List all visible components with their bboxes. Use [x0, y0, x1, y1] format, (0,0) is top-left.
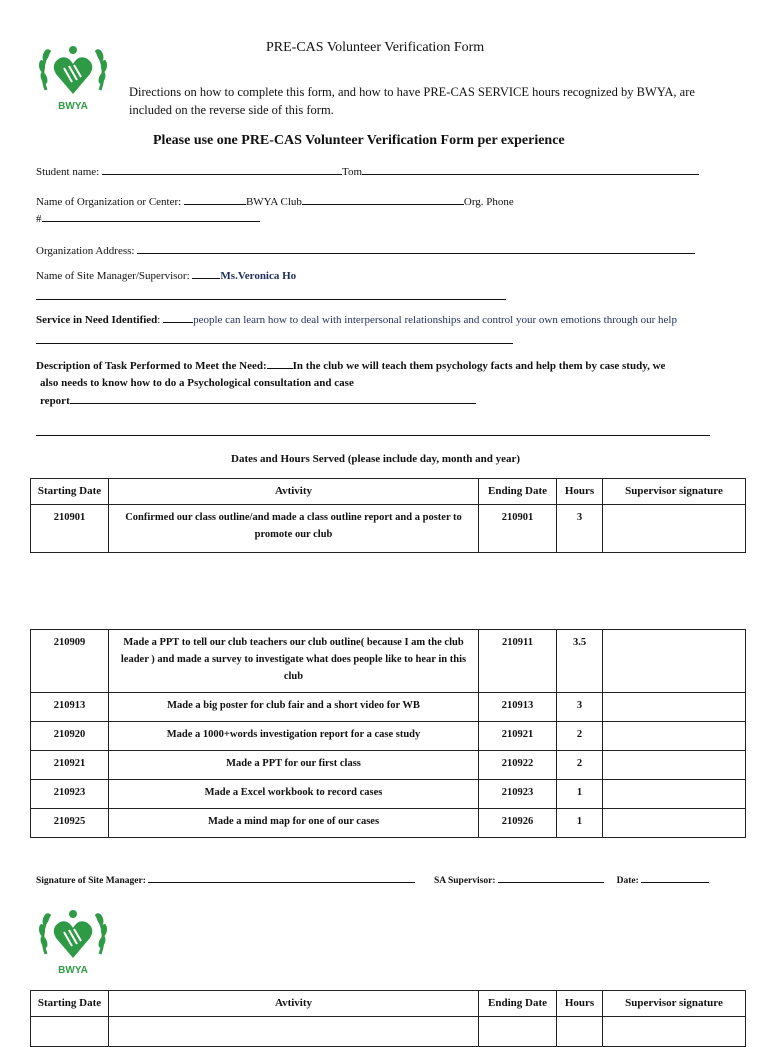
task-line	[36, 435, 710, 436]
table-header-row	[31, 991, 746, 1017]
table-row	[31, 505, 746, 553]
header-activity: Avtivity	[109, 479, 479, 505]
cell-signature[interactable]	[603, 1017, 746, 1047]
log-caption: Dates and Hours Served (please include day, month and year)	[231, 453, 521, 465]
org-row	[36, 196, 514, 208]
site-manager-label: Name of Site Manager/Supervisor:	[36, 270, 190, 282]
student-name-row	[36, 166, 699, 178]
phone-row	[36, 213, 260, 225]
service-value[interactable]: people can learn how to deal with interpersonal relationships and control your own emotions through our help	[193, 314, 677, 326]
cell-end[interactable]: 210922	[479, 751, 557, 780]
cell-activity[interactable]: Made a 1000+words investigation report for a case study	[109, 722, 479, 751]
cell-start[interactable]: 210913	[31, 693, 109, 722]
task-line3-row	[40, 395, 476, 407]
table-row	[31, 693, 746, 722]
cell-signature[interactable]	[603, 809, 746, 838]
table-row	[31, 630, 746, 693]
phone-hash: #	[36, 213, 42, 225]
sa-supervisor-label: SA Supervisor:	[433, 876, 496, 886]
table-row	[31, 809, 746, 838]
cell-end[interactable]: 210921	[479, 722, 557, 751]
cell-signature[interactable]	[603, 505, 746, 553]
form-title: PRE-CAS Volunteer Verification Form	[266, 40, 485, 55]
cell-hours[interactable]: 2	[557, 722, 603, 751]
cell-activity[interactable]: Confirmed our class outline/and made a class outline report and a poster to promote our club	[109, 505, 479, 553]
cell-activity[interactable]: Made a PPT for our first class	[109, 751, 479, 780]
bwya-logo	[36, 38, 110, 112]
task-value-line2[interactable]: also needs to know how to do a Psychological consultation and case	[40, 377, 354, 389]
student-name-value[interactable]: Tom	[342, 166, 363, 178]
cell-signature[interactable]	[603, 751, 746, 780]
task-value-line1[interactable]: In the club we will teach them psychology facts and help them by case study, we	[292, 360, 666, 372]
header-supervisor-signature: Supervisor signature	[603, 479, 746, 505]
table-row	[31, 751, 746, 780]
cell-start[interactable]: 210925	[31, 809, 109, 838]
cell-end[interactable]: 210923	[479, 780, 557, 809]
hours-table-3	[30, 990, 746, 1047]
task-label: Description of Task Performed to Meet the Need:	[36, 360, 267, 372]
cell-start[interactable]: 210921	[31, 751, 109, 780]
signature-row	[36, 876, 709, 886]
table-row	[31, 722, 746, 751]
logo-text: BWYA	[58, 965, 88, 976]
cell-hours[interactable]: 3	[557, 693, 603, 722]
header-ending-date: Ending Date	[479, 479, 557, 505]
cell-end[interactable]: 210926	[479, 809, 557, 838]
cell-hours[interactable]: 1	[557, 780, 603, 809]
cell-activity[interactable]: Made a big poster for club fair and a short video for WB	[109, 693, 479, 722]
directions-text: Directions on how to complete this form, and how to have PRE-CAS SERVICE hours recognized by BWYA, are included on the reverse side of this form.	[129, 85, 695, 117]
task-row	[36, 360, 665, 372]
cell-signature[interactable]	[603, 630, 746, 693]
table-header-row	[31, 479, 746, 505]
cell-activity[interactable]: Made a Excel workbook to record cases	[109, 780, 479, 809]
cell-activity[interactable]	[109, 1017, 479, 1047]
table-row	[31, 1017, 746, 1047]
cell-hours[interactable]: 3.5	[557, 630, 603, 693]
cell-activity[interactable]: Made a PPT to tell our club teachers our club outline( because I am the club leader ) and made a survey to investigate what does people like to hear in this club	[109, 630, 479, 693]
task-value-line3[interactable]: report	[40, 395, 70, 407]
site-manager-row	[36, 270, 296, 282]
service-label: Service in Need Identified	[36, 314, 158, 326]
cell-signature[interactable]	[603, 693, 746, 722]
hours-table-2	[30, 629, 746, 838]
org-label: Name of Organization or Center:	[36, 196, 182, 208]
cell-start[interactable]: 210909	[31, 630, 109, 693]
header-ending-date: Ending Date	[479, 991, 557, 1017]
cell-hours[interactable]: 1	[557, 809, 603, 838]
cell-end[interactable]: 210901	[479, 505, 557, 553]
date-label: Date:	[616, 876, 639, 886]
address-row	[36, 245, 695, 257]
header-starting-date: Starting Date	[31, 991, 109, 1017]
org-value[interactable]: BWYA Club	[245, 196, 302, 208]
cell-signature[interactable]	[603, 780, 746, 809]
student-name-label: Student name:	[36, 166, 100, 178]
cell-hours[interactable]: 2	[557, 751, 603, 780]
site-manager-signature-label: Signature of Site Manager:	[36, 876, 146, 886]
bwya-logo	[36, 902, 110, 976]
header-starting-date: Starting Date	[31, 479, 109, 505]
cell-start[interactable]: 210920	[31, 722, 109, 751]
cell-activity[interactable]: Made a mind map for one of our cases	[109, 809, 479, 838]
form-subtitle: Please use one PRE-CAS Volunteer Verification Form per experience	[153, 133, 565, 148]
header-activity: Avtivity	[109, 991, 479, 1017]
hours-table-1	[30, 478, 746, 553]
cell-end[interactable]: 210911	[479, 630, 557, 693]
service-line	[36, 343, 513, 344]
cell-hours[interactable]	[557, 1017, 603, 1047]
cell-hours[interactable]: 3	[557, 505, 603, 553]
org-phone-label: Org. Phone	[463, 196, 514, 208]
table-row	[31, 780, 746, 809]
cell-signature[interactable]	[603, 722, 746, 751]
service-row: Service in Need Identified: people can learn how to deal with interpersonal relationships and control your own emotions through our help	[36, 314, 677, 326]
header-hours: Hours	[557, 991, 603, 1017]
cell-end[interactable]	[479, 1017, 557, 1047]
cell-start[interactable]: 210901	[31, 505, 109, 553]
cell-start[interactable]: 210923	[31, 780, 109, 809]
site-manager-value[interactable]: Ms.Veronica Ho	[220, 270, 297, 282]
org-address-label: Organization Address:	[36, 245, 135, 257]
header-hours: Hours	[557, 479, 603, 505]
logo-text: BWYA	[58, 101, 88, 112]
cell-start[interactable]	[31, 1017, 109, 1047]
header-supervisor-signature: Supervisor signature	[603, 991, 746, 1017]
site-manager-line	[36, 299, 506, 300]
cell-end[interactable]: 210913	[479, 693, 557, 722]
